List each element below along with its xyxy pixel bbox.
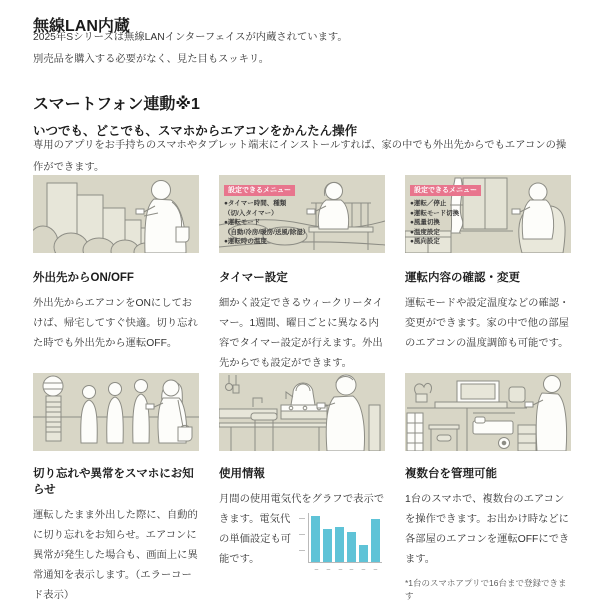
- usage-chart-bar: [371, 519, 380, 562]
- usage-chart-y-axis: [299, 514, 307, 562]
- queue-woman-smartphone-icon: [33, 373, 199, 451]
- usage-chart-xtick: [362, 569, 366, 570]
- feature-status: [405, 270, 571, 374]
- usage-chart-bar: [335, 527, 344, 562]
- feature-images-row1: [33, 175, 571, 253]
- wireless-lan-line2: 別売品を購入する必要がなく、見た目もスッキリ。: [33, 54, 270, 65]
- city-person-smartphone-icon: [33, 175, 199, 253]
- menu-item: （自動/冷房/暖房/送風/除湿）: [224, 228, 310, 236]
- feature-captions-row2: [33, 466, 571, 606]
- smartphone-lead: 専用のアプリをお手持ちのスマホやタブレット端末にインストールすれば、家の中でも外出先からでもエアコンの操作ができます。: [33, 140, 567, 174]
- usage-chart-bar: [311, 516, 320, 562]
- usage-chart-xtick: [326, 569, 330, 570]
- feature-usage-body: 月間の使用電気代をグラフで表示できます。電気代の単価設定も可能です。: [219, 494, 385, 565]
- usage-chart-xtick: [350, 569, 354, 570]
- menu-item: ●風向設定: [410, 238, 440, 245]
- menu-item: ●運転モード: [224, 219, 261, 226]
- menu-item: （切/入タイマー）: [224, 209, 278, 217]
- smartphone-title: スマートフォン連動※1: [33, 96, 200, 114]
- menu-item: ●運転／停止: [410, 200, 447, 207]
- feature-multi-body: 1台のスマホで、複数台のエアコンを操作できます。お出かけ時などに各部屋のエアコンを運転OFFにできます。: [405, 494, 570, 565]
- feature-usage-info: [219, 466, 385, 606]
- feature-status-body: 運転モードや設定温度などの確認・変更ができます。家の中で他の部屋のエアコンの温度調節も可能です。: [405, 298, 570, 349]
- feature-timer-body: 細かく設定できるウィークリータイマー。1週間、曜日ごとに異なる内容でタイマー設定が行えます。外出先からでも設定ができます。: [219, 298, 383, 369]
- menu-item: ●温度設定: [410, 228, 440, 236]
- usage-chart-bar: [323, 529, 332, 562]
- feature-alert-heading: 切り忘れや異常をスマホにお知らせ: [33, 468, 194, 496]
- menu-item: ●運転モード切換: [410, 209, 460, 217]
- settings-menu-overlay: [410, 179, 481, 247]
- feature-timer: [219, 270, 385, 374]
- feature-onoff-heading: 外出先からON/OFF: [33, 272, 134, 284]
- feature-images-row2: [33, 373, 571, 451]
- settings-menu-label: 設定できるメニュー: [224, 185, 295, 196]
- wireless-lan-line1: 2025年Sシリーズは無線LANインターフェイスが内蔵されています。: [33, 32, 348, 43]
- menu-item: ●風量切換: [410, 219, 440, 226]
- illustration-timer-bench: [219, 175, 385, 253]
- usage-chart-xticks: [310, 569, 382, 570]
- usage-chart-xtick: [338, 569, 342, 570]
- menu-item: ●運転時の温度: [224, 238, 267, 245]
- illustration-city-outing: [33, 175, 199, 253]
- usage-chart-xtick: [374, 569, 378, 570]
- illustration-multi-room-house: [405, 373, 571, 451]
- settings-menu-overlay: [224, 179, 309, 247]
- feature-alert-body: 運転したまま外出した際に、自動的に切り忘れをお知らせ。エアコンに異常が発生した場合も、画面上に異常通知を表示します。（エラーコード表示）: [33, 510, 198, 601]
- menu-item: ●タイマー時間、種類: [224, 200, 287, 207]
- usage-chart-bars: [308, 513, 382, 563]
- usage-cost-chart: [297, 510, 385, 574]
- feature-status-heading: 運転内容の確認・変更: [405, 272, 520, 284]
- house-man-smartphone-icon: [405, 373, 571, 451]
- feature-multi-heading: 複数台を管理可能: [405, 468, 497, 480]
- feature-captions-row1: [33, 270, 571, 374]
- usage-chart-bar: [359, 545, 368, 562]
- feature-alert: [33, 466, 199, 606]
- feature-onoff: [33, 270, 199, 374]
- settings-menu-items: [224, 199, 309, 247]
- illustration-kitchen: [219, 373, 385, 451]
- settings-menu-label: 設定できるメニュー: [410, 185, 481, 196]
- usage-chart-bar: [347, 532, 356, 562]
- usage-chart-xtick: [315, 569, 319, 570]
- multi-unit-footnote: *1台のスマホアプリで16台まで登録できます: [405, 578, 567, 601]
- feature-onoff-body: 外出先からエアコンをONにしておけば、帰宅してすぐ快適。切り忘れた時でも外出先から運転OFF。: [33, 298, 198, 349]
- feature-timer-heading: タイマー設定: [219, 272, 288, 284]
- feature-usage-body-wrap: [219, 490, 385, 570]
- wireless-lan-title: 無線LAN内蔵: [33, 18, 130, 36]
- illustration-queue: [33, 373, 199, 451]
- kitchen-woman-smartphone-icon: [219, 373, 385, 451]
- smartphone-subtitle: いつでも、どこでも、スマホからエアコンをかんたん操作: [33, 123, 358, 138]
- illustration-armchair-room: [405, 175, 571, 253]
- feature-multi-unit: [405, 466, 571, 606]
- settings-menu-items: [410, 199, 481, 247]
- feature-usage-heading: 使用情報: [219, 468, 265, 480]
